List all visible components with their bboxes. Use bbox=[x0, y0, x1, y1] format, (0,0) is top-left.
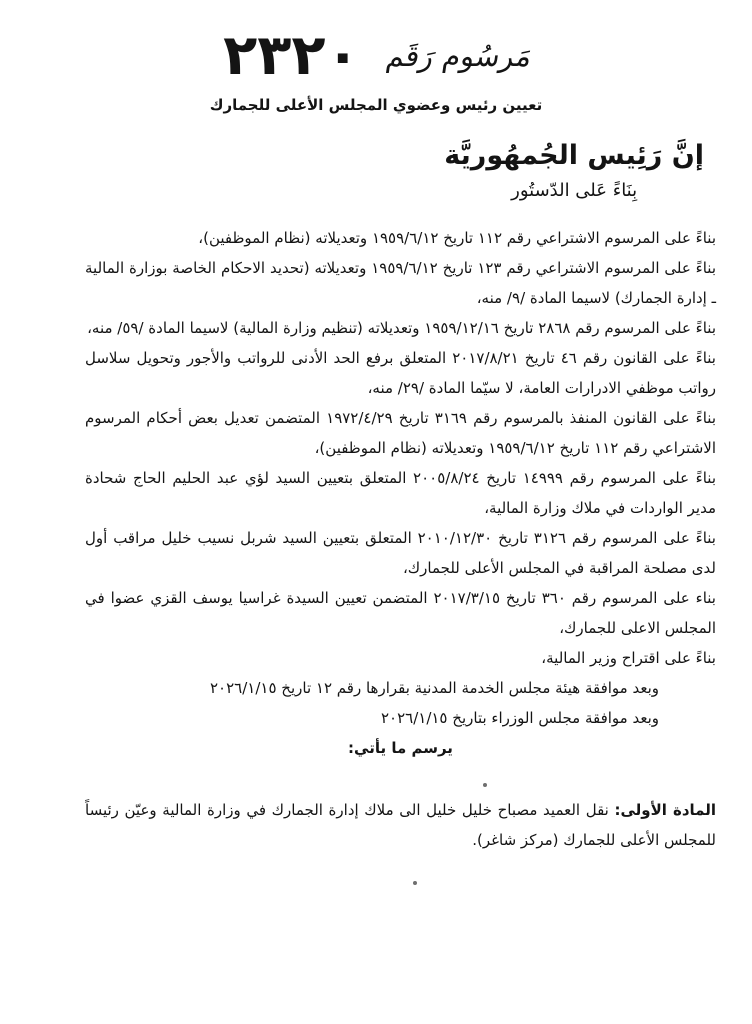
article-one-text: نقل العميد مصباح خليل خليل الى ملاك إدارة الجمارك في وزارة المالية وعيّن رئيساً للمجلس الأعلى للجمارك (مركز شاغر). bbox=[85, 801, 716, 850]
decree-subject-title: تعيين رئيس وعضوي المجلس الأعلى للجمارك bbox=[209, 96, 543, 114]
preamble-clause: بناءً على المرسوم رقم ٣١٢٦ تاريخ ٢٠١٠/١٢/٣٠ المتعلق بتعيين السيد شربل نسيب خليل مراقب أول لدى مصلحة المراقبة في المجلس الأعلى للجمارك، bbox=[85, 529, 716, 578]
decree-title-script: مَرسُوم رَقَم bbox=[381, 39, 531, 73]
decree-body bbox=[85, 223, 716, 855]
authority-invocation bbox=[444, 138, 704, 201]
ink-speck bbox=[483, 783, 487, 787]
constitution-basis-line: بِنَاءً عَلى الدّستُور bbox=[511, 180, 638, 202]
approval-clause: وبعد موافقة هيئة مجلس الخدمة المدنية بقرارها رقم ١٢ تاريخ ٢٠٢٦/١/١٥ bbox=[210, 679, 659, 698]
approvals-section bbox=[85, 673, 716, 733]
preamble-clause: بناءً على المرسوم رقم ١٤٩٩٩ تاريخ ٢٠٠٥/٨/٢٤ المتعلق بتعيين السيد لؤي عبد الحليم الحاج شحادة مدير الواردات في ملاك وزارة المالية، bbox=[85, 469, 716, 518]
decree-header bbox=[0, 0, 752, 114]
preamble-clause: بناءً على اقتراح وزير المالية، bbox=[541, 649, 716, 668]
decree-number: ٢٣٢٠ bbox=[223, 23, 360, 88]
preamble-clause: بناءً على القانون المنفذ بالمرسوم رقم ٣١٦٩ تاريخ ١٩٧٢/٤/٢٩ المتضمن تعديل بعض أحكام المرسوم الاشتراعي رقم ١١٢ تاريخ ١٩٥٩/٦/١٢ وتعديلاته (نظام الموظفين)، bbox=[85, 409, 716, 458]
preamble-clause: بناءً على القانون رقم ٤٦ تاريخ ٢٠١٧/٨/٢١ المتعلق برفع الحد الأدنى للرواتب والأجور وتحويل سلاسل رواتب موظفي الادرارات العامة، لا سيّما المادة /٢٩/ منه، bbox=[85, 349, 716, 398]
preamble-clause: بناءً على المرسوم رقم ٢٨٦٨ تاريخ ١٩٥٩/١٢/١٦ وتعديلاته (تنظيم وزارة المالية) لاسيما المادة /٥٩/ منه، bbox=[87, 319, 716, 338]
authority-line: إنَّ رَئِيس الجُمهُوريَّة bbox=[444, 140, 704, 171]
preamble-clause: بناء على المرسوم رقم ٣٦٠ تاريخ ٢٠١٧/٣/١٥ المتضمن تعيين السيدة غراسيا يوسف القزي عضوا في المجلس الاعلى للجمارك، bbox=[85, 589, 716, 638]
ink-speck bbox=[413, 881, 417, 885]
preamble-clause: بناءً على المرسوم الاشتراعي رقم ١١٢ تاريخ ١٩٥٩/٦/١٢ وتعديلاته (نظام الموظفين)، bbox=[198, 229, 716, 248]
decree-title-row bbox=[0, 0, 752, 88]
enactment-line: يرسم ما يأتي: bbox=[348, 739, 453, 758]
approval-clause: وبعد موافقة مجلس الوزراء بتاريخ ٢٠٢٦/١/١٥ bbox=[380, 709, 659, 728]
article-one bbox=[85, 795, 716, 855]
preamble-clause: بناءً على المرسوم الاشتراعي رقم ١٢٣ تاريخ ١٩٥٩/٦/١٢ وتعديلاته (تحديد الاحكام الخاصة بوزارة المالية ـ إدارة الجمارك) لاسيما المادة /٩/ منه، bbox=[85, 259, 716, 308]
preamble-section bbox=[85, 223, 716, 673]
article-one-label: المادة الأولى: bbox=[614, 801, 716, 820]
